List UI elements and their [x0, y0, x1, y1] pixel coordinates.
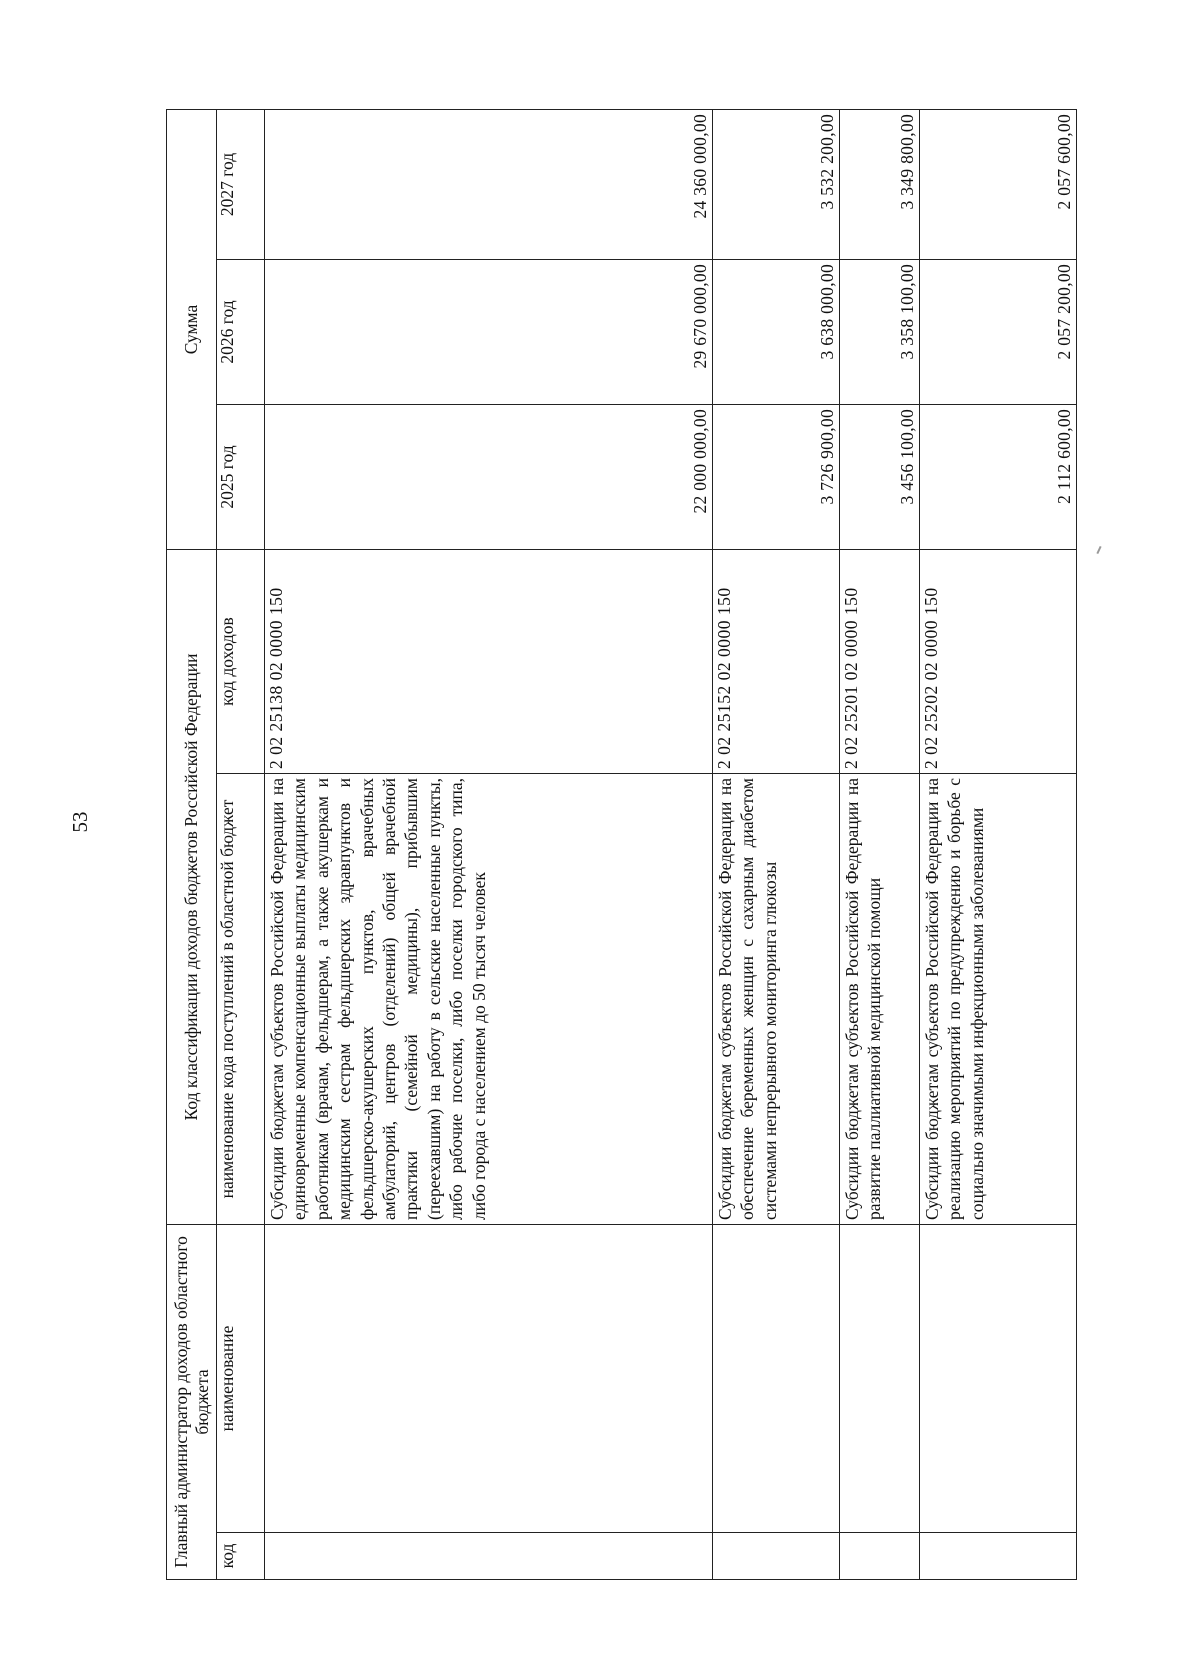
- admin-name-cell: [920, 1225, 1077, 1533]
- admin-code-cell: [920, 1533, 1077, 1580]
- header-admin-group: Главный администратор доходов областного бюджета: [167, 1225, 217, 1580]
- header-income-code: код доходов: [217, 550, 265, 774]
- header-admin-code: код: [217, 1533, 265, 1580]
- amount-2026-cell: 29 670 000,00: [265, 260, 713, 405]
- amount-2027-cell: 3 532 200,00: [713, 109, 840, 259]
- amount-2025-cell: 2 112 600,00: [920, 405, 1077, 550]
- header-admin-name: наименование: [217, 1225, 265, 1533]
- admin-code-cell: [840, 1533, 920, 1580]
- amount-2025-cell: 22 000 000,00: [265, 405, 713, 550]
- amount-2025-cell: 3 726 900,00: [713, 405, 840, 550]
- income-code-cell: 2 02 25138 02 0000 150: [265, 550, 713, 774]
- admin-code-cell: [713, 1533, 840, 1580]
- income-description-cell: Субсидии бюджетам субъектов Российской Федерации на обеспечение беременных женщин с сахарным диабетом системами непрерывного мониторинга глюкозы: [713, 774, 840, 1225]
- rotated-table-container: [166, 110, 1076, 1580]
- amount-2025-cell: 3 456 100,00: [840, 405, 920, 550]
- header-year-2027: 2027 год: [217, 109, 265, 259]
- amount-2026-cell: 2 057 200,00: [920, 260, 1077, 405]
- header-row-1: [167, 109, 217, 1579]
- income-code-cell: 2 02 25152 02 0000 150: [713, 550, 840, 774]
- table-row: [265, 109, 713, 1579]
- income-description-cell: Субсидии бюджетам субъектов Российской Федерации на развитие паллиативной медицинской помощи: [840, 774, 920, 1225]
- header-row-2: [217, 109, 265, 1579]
- amount-2027-cell: 24 360 000,00: [265, 109, 713, 259]
- header-sum-group: Сумма: [167, 109, 217, 549]
- header-year-2025: 2025 год: [217, 405, 265, 550]
- income-description-cell: Субсидии бюджетам субъектов Российской Федерации на реализацию мероприятий по предупреждению и борьбе с социально значимыми инфекционными заболеваниями: [920, 774, 1077, 1225]
- header-year-2026: 2026 год: [217, 260, 265, 405]
- income-description-cell: Субсидии бюджетам субъектов Российской Федерации на единовременные компенсационные выплаты медицинским работникам (врачам, фельдшерам, а также акушеркам и медицинским сестрам фельдшерских здравпунктов и фельдшерско-акушерских пунктов, врачебных амбулаторий, центров (отделений) общей врачебной практики (семейной медицины), прибывшим (переехавшим) на работу в сельские населенные пункты, либо рабочие поселки, либо поселки городского типа, либо города с населением до 50 тысяч человек: [265, 774, 713, 1225]
- page-number: 53: [68, 811, 92, 833]
- income-classification-table: [166, 109, 1077, 1580]
- admin-name-cell: [713, 1225, 840, 1533]
- admin-name-cell: [265, 1225, 713, 1533]
- income-code-cell: 2 02 25202 02 0000 150: [920, 550, 1077, 774]
- admin-name-cell: [840, 1225, 920, 1533]
- amount-2026-cell: 3 358 100,00: [840, 260, 920, 405]
- amount-2026-cell: 3 638 000,00: [713, 260, 840, 405]
- table-row: [920, 109, 1077, 1579]
- admin-code-cell: [265, 1533, 713, 1580]
- income-code-cell: 2 02 25201 02 0000 150: [840, 550, 920, 774]
- table-row: [713, 109, 840, 1579]
- table-row: [840, 109, 920, 1579]
- amount-2027-cell: 3 349 800,00: [840, 109, 920, 259]
- scan-mark: [1096, 546, 1101, 554]
- header-income-name: наименование кода поступлений в областной бюджет: [217, 774, 265, 1225]
- amount-2027-cell: 2 057 600,00: [920, 109, 1077, 259]
- header-classification-group: Код классификации доходов бюджетов Российской Федерации: [167, 550, 217, 1225]
